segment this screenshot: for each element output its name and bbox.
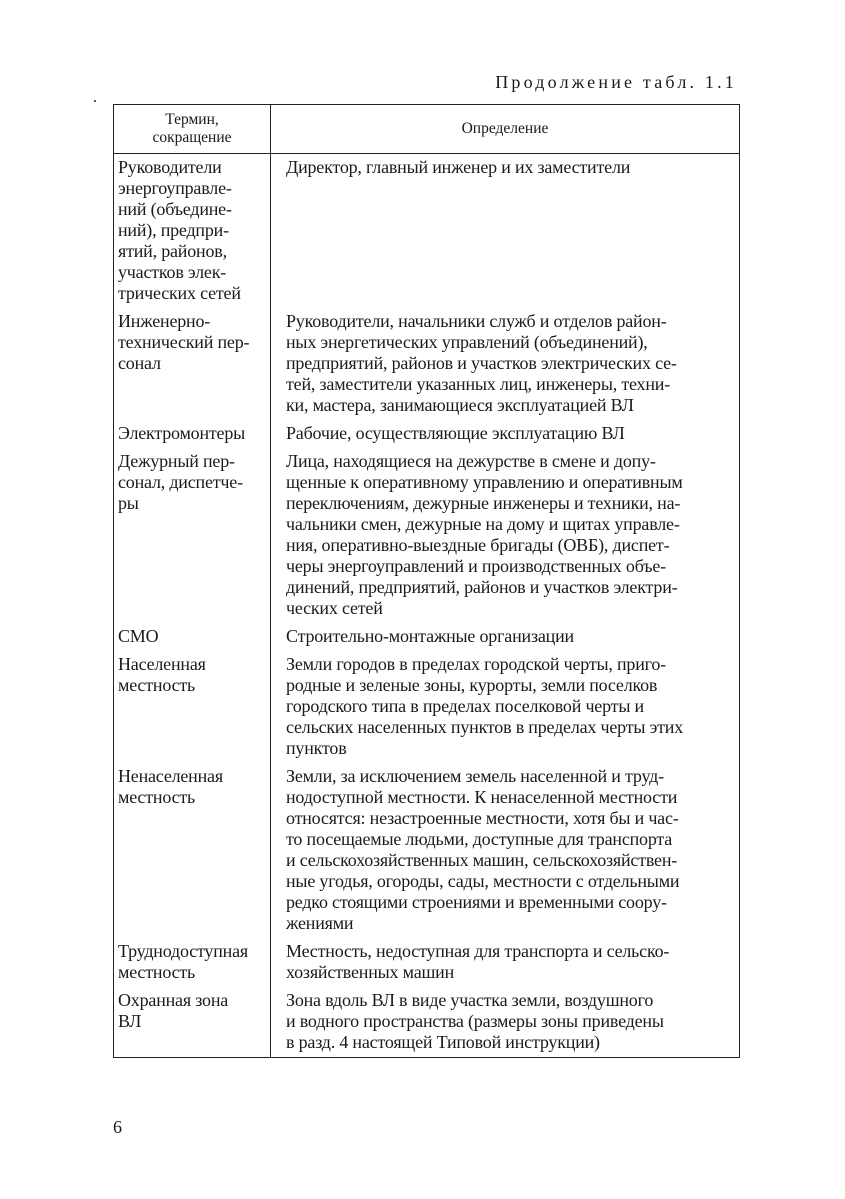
definition-cell: Земли городов в пределах городской черты, приго- родные и зеленые зоны, курорты, земли поселков городского типа в пределах поселковой черты и сельских населенных пунктов в пределах черты этих пунктов (271, 651, 740, 763)
table-row (114, 763, 740, 938)
term-cell: Населенная местность (114, 651, 271, 763)
table-row (114, 308, 740, 420)
table-row (114, 154, 740, 309)
table-header-row (114, 105, 740, 154)
term-cell: Ненаселенная местность (114, 763, 271, 938)
definition-cell: Директор, главный инженер и их заместители (271, 154, 740, 309)
table-body (114, 154, 740, 1058)
term-cell: Охранная зона ВЛ (114, 987, 271, 1058)
term-cell: Инженерно- технический пер- сонал (114, 308, 271, 420)
table-row (114, 623, 740, 651)
definition-cell: Зона вдоль ВЛ в виде участка земли, воздушного и водного пространства (размеры зоны приведены в разд. 4 настоящей Типовой инструкции) (271, 987, 740, 1058)
table-row (114, 987, 740, 1058)
terms-table (113, 104, 740, 1058)
table-row (114, 938, 740, 987)
table-row (114, 420, 740, 448)
definition-cell: Лица, находящиеся на дежурстве в смене и допу- щенные к оперативному управлению и оперативным переключениям, дежурные инженеры и техники, на- чальники смен, дежурные на дому и щитах управле- ния, оперативно-выездные бригады (ОВБ), диспет- черы энергоуправлений и производственных объе- динений, предприятий, районов и участков электри- ческих сетей (271, 448, 740, 623)
table-row (114, 651, 740, 763)
table-row (114, 448, 740, 623)
term-cell: Электромонтеры (114, 420, 271, 448)
print-speck (94, 100, 96, 102)
table-continuation-label: Продолжение табл. 1.1 (495, 72, 737, 92)
term-cell: Руководители энергоуправле- ний (объедине- ний), предпри- ятий, районов, участков элек- трических сетей (114, 154, 271, 309)
term-cell: Дежурный пер- сонал, диспетче- ры (114, 448, 271, 623)
definition-cell: Земли, за исключением земель населенной и труд- нодоступной местности. К ненаселенной местности относятся: незастроенные местности, хотя бы и час- то посещаемые людьми, доступные для транспорта и сельскохозяйственных машин, сельскохозяйствен- ные угодья, огороды, сады, местности с отдельными редко стоящими строениями и временными соору- жениями (271, 763, 740, 938)
definition-cell: Рабочие, осуществляющие эксплуатацию ВЛ (271, 420, 740, 448)
page-number: 6 (113, 1117, 122, 1137)
definition-cell: Местность, недоступная для транспорта и сельско- хозяйственных машин (271, 938, 740, 987)
definition-cell: Руководители, начальники служб и отделов район- ных энергетических управлений (объединений), предприятий, районов и участков электрических се- тей, заместители указанных лиц, инженеры, техни- ки, мастера, занимающиеся эксплуатацией ВЛ (271, 308, 740, 420)
term-cell: СМО (114, 623, 271, 651)
column-header-term-text: Термин, сокращение (152, 111, 232, 146)
column-header-term (114, 105, 271, 154)
definition-cell: Строительно-монтажные организации (271, 623, 740, 651)
column-header-definition: Определение (271, 105, 740, 154)
term-cell: Труднодоступная местность (114, 938, 271, 987)
